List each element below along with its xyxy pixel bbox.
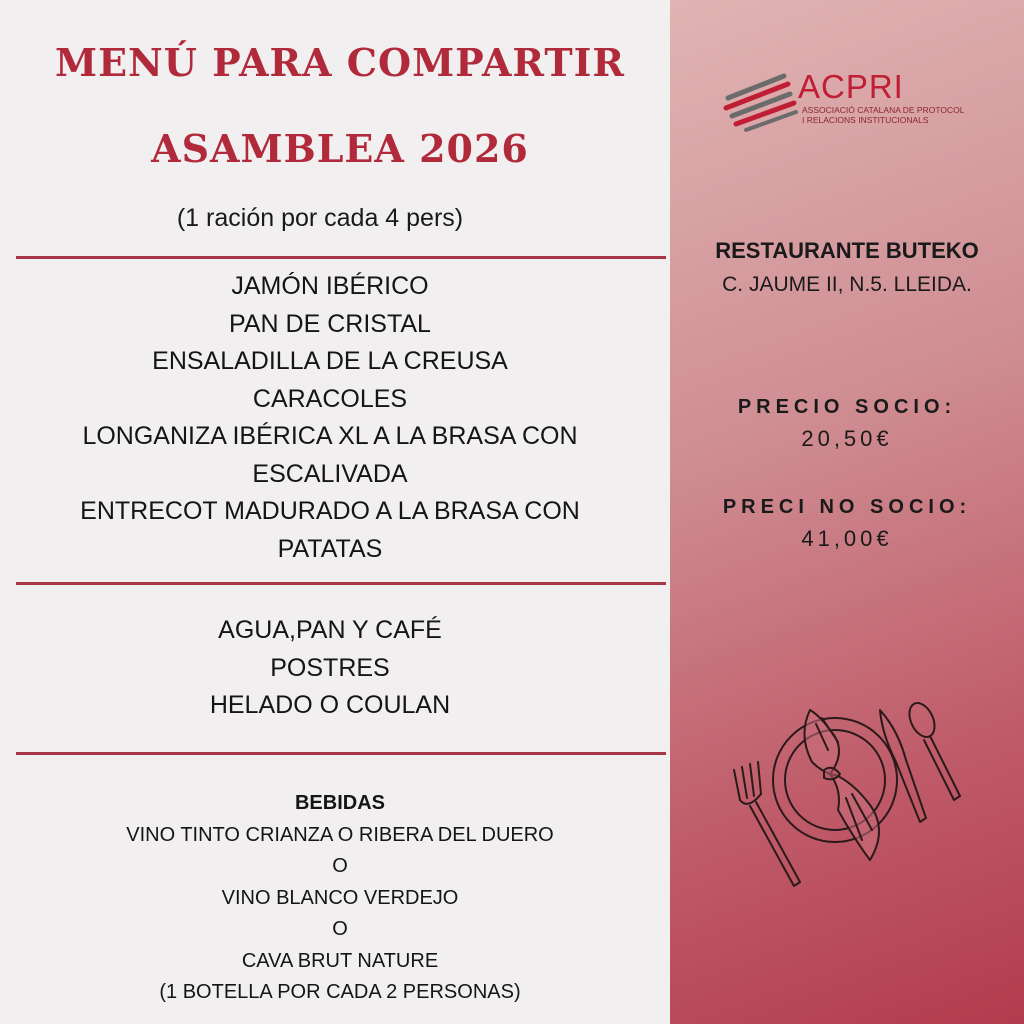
- nonmember-price-value: 41,00€: [801, 526, 893, 551]
- dish-item: CARACOLES: [252, 384, 408, 413]
- restaurant-address: C. JAUME II, N.5. LLEIDA.: [722, 273, 972, 296]
- drinks-section: [0, 788, 670, 1009]
- extra-item: POSTRES: [270, 653, 390, 682]
- logo-subtitle-line: I RELACIONS INSTITUCIONALS: [802, 115, 929, 125]
- drink-item: CAVA BRUT NATURE: [241, 949, 439, 972]
- dish-item: PAN DE CRISTAL: [229, 309, 431, 338]
- acpri-logo: [722, 68, 965, 138]
- member-price-label: PRECIO SOCIO:: [737, 396, 957, 418]
- drinks-heading: BEBIDAS: [294, 792, 385, 814]
- nonmember-price-label: PRECI NO SOCIO:: [722, 496, 972, 518]
- extras-list: [0, 612, 660, 725]
- drink-item: O: [332, 855, 348, 877]
- restaurant-name: RESTAURANTE BUTEKO: [715, 238, 979, 263]
- logo-subtitle-line: ASSOCIACIÓ CATALANA DE PROTOCOL: [802, 105, 965, 115]
- event-title: ASAMBLEA 2026: [151, 126, 529, 171]
- divider: [16, 752, 666, 755]
- dish-item: PATATAS: [277, 534, 383, 563]
- dish-item: LONGANIZA IBÉRICA XL A LA BRASA CON: [82, 422, 578, 450]
- logo-subtitle: [802, 105, 964, 125]
- drink-item: VINO TINTO CRIANZA O RIBERA DEL DUERO: [126, 823, 554, 846]
- dish-item: ENSALADILLA DE LA CREUSA: [152, 347, 508, 375]
- extra-item: HELADO O COULAN: [209, 691, 451, 719]
- extra-item: AGUA,PAN Y CAFÉ: [218, 616, 442, 644]
- portion-note: (1 ración por cada 4 pers): [176, 204, 464, 232]
- logo-wordmark: ACPRI: [798, 68, 904, 105]
- dish-item: ESCALIVADA: [252, 459, 408, 488]
- drink-item: (1 BOTELLA POR CADA 2 PERSONAS): [159, 981, 521, 1003]
- tableware-illustration-icon: [720, 690, 1024, 910]
- menu-title: MENÚ PARA COMPARTIR: [55, 40, 625, 85]
- drink-item: O: [332, 918, 348, 940]
- drink-item: VINO BLANCO VERDEJO: [221, 886, 459, 909]
- dish-list: [0, 268, 660, 568]
- acpri-logo-icon: [722, 68, 802, 138]
- member-price-value: 20,50€: [801, 426, 893, 451]
- dish-item: JAMÓN IBÉRICO: [231, 272, 429, 300]
- info-panel: [670, 0, 1024, 1024]
- divider: [16, 582, 666, 585]
- divider: [16, 256, 666, 259]
- dish-item: ENTRECOT MADURADO A LA BRASA CON: [80, 497, 580, 525]
